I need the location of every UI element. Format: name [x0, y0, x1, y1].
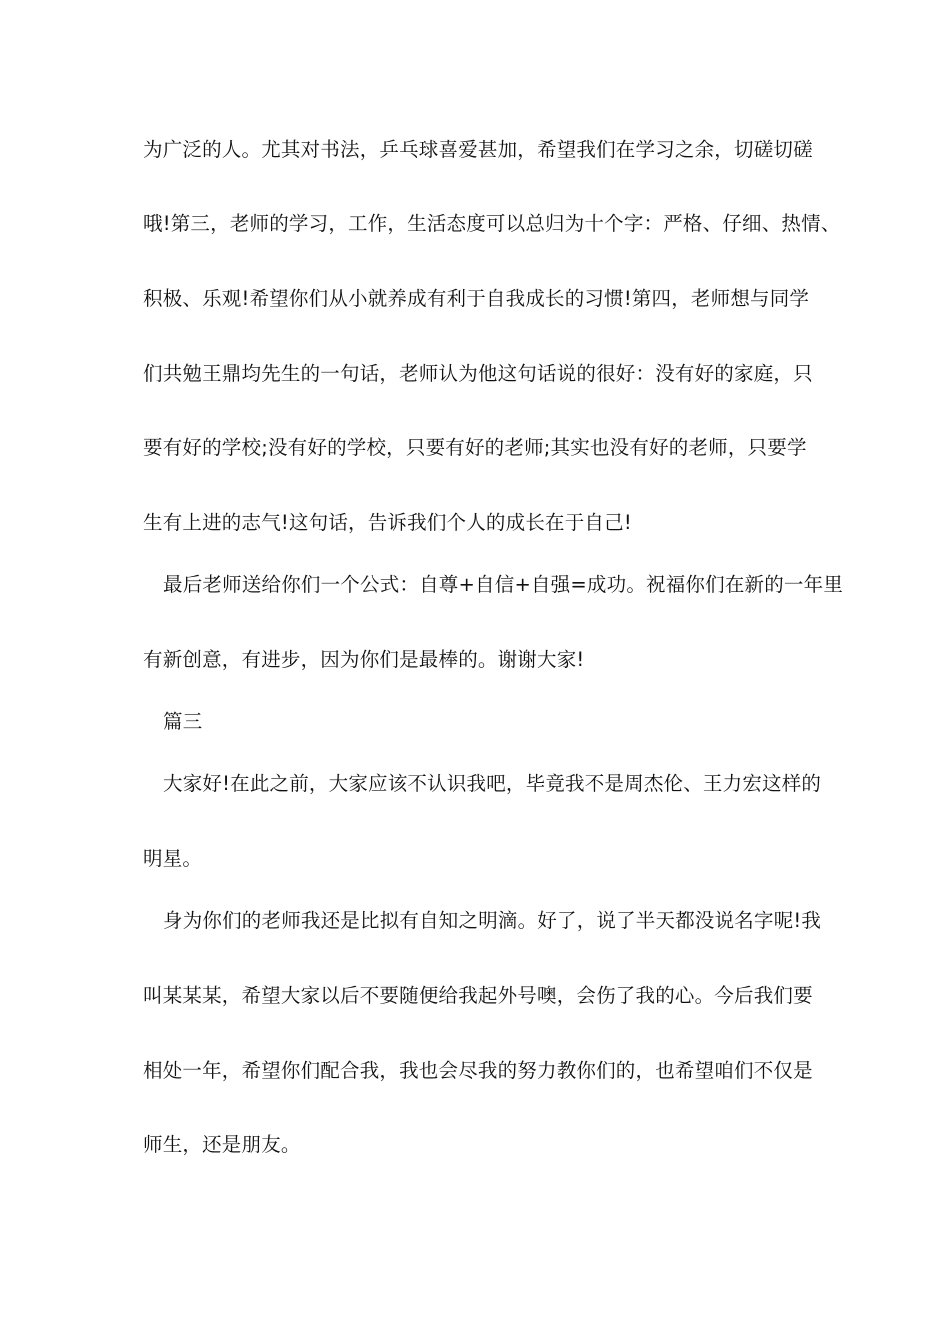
- paragraph-line: 有新创意，有进步，因为你们是最棒的。谢谢大家!: [143, 648, 585, 671]
- paragraph-line: 大家好!在此之前，大家应该不认识我吧，毕竟我不是周杰伦、王力宏这样的: [163, 772, 822, 795]
- section-heading: 篇三: [163, 710, 203, 733]
- paragraph-line: 最后老师送给你们一个公式：自尊+自信+自强=成功。祝福你们在新的一年里: [163, 573, 844, 596]
- paragraph-line: 积极、乐观!希望你们从小就养成有利于自我成长的习惯!第四，老师想与同学: [143, 287, 810, 310]
- paragraph-line: 身为你们的老师我还是比拟有自知之明滴。好了，说了半天都没说名字呢!我: [163, 909, 822, 932]
- paragraph-line: 要有好的学校;没有好的学校，只要有好的老师;其实也没有好的老师，只要学: [143, 436, 807, 459]
- paragraph-line: 师生，还是朋友。: [143, 1133, 301, 1156]
- paragraph-line: 哦!第三，老师的学习，工作，生活态度可以总归为十个字：严格、仔细、热情、: [143, 212, 841, 235]
- paragraph-line: 明星。: [143, 847, 203, 870]
- paragraph-line: 相处一年，希望你们配合我，我也会尽我的努力教你们的，也希望咱们不仅是: [143, 1059, 813, 1082]
- paragraph-line: 叫某某某，希望大家以后不要随便给我起外号噢，会伤了我的心。今后我们要: [143, 984, 813, 1007]
- paragraph-line: 为广泛的人。尤其对书法，乒乓球喜爱甚加，希望我们在学习之余，切磋切磋: [143, 138, 813, 161]
- paragraph-line: 们共勉王鼎均先生的一句话，老师认为他这句话说的很好：没有好的家庭，只: [143, 362, 813, 385]
- paragraph-line: 生有上进的志气!这句话，告诉我们个人的成长在于自己!: [143, 511, 632, 534]
